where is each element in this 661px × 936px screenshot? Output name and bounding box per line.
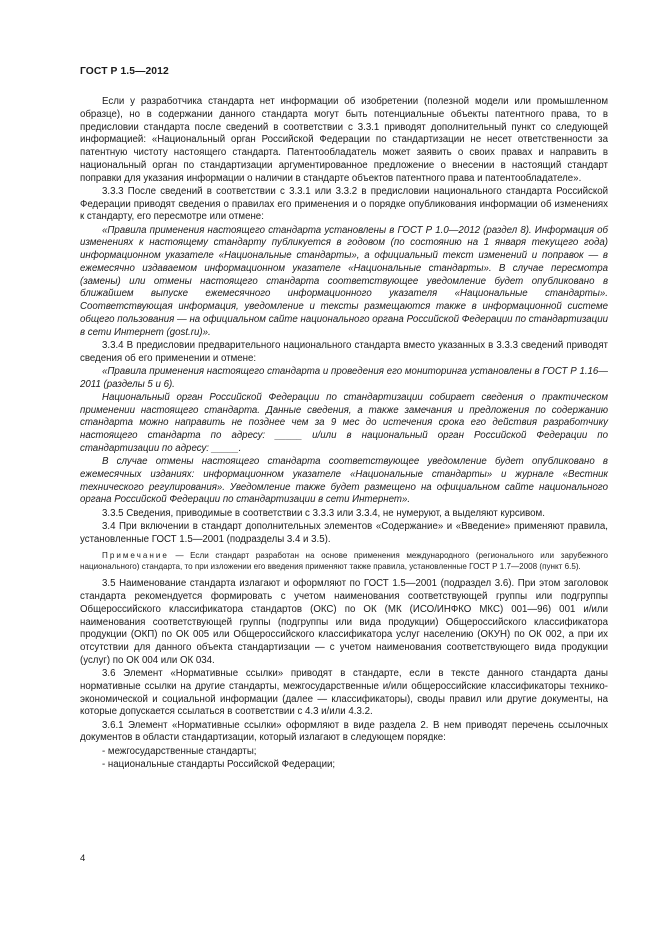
paragraph: 3.3.3 После сведений в соответствии с 3.3.1 или 3.3.2 в предисловии национального стандарта Российской Федерации приводят сведения о правилах его применения и о порядке опубликования информации об изменениях к стандарту, его пересмотре или отмене: [80,185,608,223]
paragraph: 3.3.5 Сведения, приводимые в соответствии с 3.3.3 или 3.3.4, не нумеруют, а выделяют курсивом. [102,507,545,519]
paragraph: 3.6.1 Элемент «Нормативные ссылки» оформляют в виде раздела 2. В нем приводят перечень ссылочных документов в области стандартизации, который излагают в следующем порядке: [80,719,608,744]
paragraph: Если у разработчика стандарта нет информации об изобретении (полезной модели или промышленном образце), но в содержании данного стандарта могут быть потенциальные объекты патентного права, то в предисловии стандарта после сведений в соответствии с 3.3.1 приводят дополнительный пункт со следующей информацией: «Национальный орган Российской Федерации по стандартизации не несет ответственности за патентную чистоту настоящего стандарта. Патентообладатель может заявить о своих правах и направить в национальный орган по стандартизации аргументированное предложение о внесении в настоящий стандарт поправки для указания информации о наличии в стандарте объектов патентного права и патентообладателе». [80,96,608,184]
italic-paragraph: В случае отмены настоящего стандарта соответствующее уведомление будет опубликовано в ежемесячных изданиях: информационном указателе «Национальные стандарты» и журнале «Вестник технического регулирования». Уведомление также будет размещено на официальном сайте национального органа Российской Федерации по стандартизации в сети Интернет». [80,456,608,506]
paragraph: 3.5 Наименование стандарта излагают и оформляют по ГОСТ 1.5—2001 (подраздел 3.6). При этом заголовок стандарта рекомендуется формировать с учетом наименования соответствующей группы или подгруппы Общероссийского классификатора стандартов (ОКС) по ОК (МК (ИСО/ИНФКО МКС) 001—96) 001 и/или наименования соответствующей группы (подгруппы или вида продукции) Общероссийского классификатора продукции (ОКП) по ОК 005 или Общероссийского классификатора услуг населению (ОКУН) по ОК 002, а при их отсутствии для данного объекта стандартизации — с учетом наименования соответствующего вида продукции (услуг) по ОК 004 или ОК 034. [80,578,608,666]
italic-paragraph: «Правила применения настоящего стандарта и проведения его мониторинга установлены в ГОСТ Р 1.16—2011 (разделы 5 и 6). [80,365,608,390]
note-label: Примечание [102,551,169,561]
paragraph: 3.6 Элемент «Нормативные ссылки» приводят в стандарте, если в тексте данного стандарта даны нормативные ссылки на другие стандарты, межгосударственные и/или общероссийские классификаторы технико-экономической и социальной информации (далее — классификаторы), своды правил или другие документы, на которые допускается ссылаться в соответствии с 4.3 и/или 4.3.2. [80,668,608,718]
paragraph: 3.4 При включении в стандарт дополнительных элементов «Содержание» и «Введение» применяют правила, установленные ГОСТ 1.5—2001 (подразделы 3.4 и 3.5). [80,520,608,545]
italic-paragraph: Национальный орган Российской Федерации по стандартизации собирает сведения о практическом применении настоящего стандарта. Данные сведения, а также замечания и предложения по содержанию стандарта можно направить не позднее чем за 9 мес до истечения срока его действия разработчику настоящего стандарта по адресу: _____ и/или в национальный орган Российской Федерации по стандартизации по адресу: _____. [80,391,608,454]
italic-paragraph: «Правила применения настоящего стандарта установлены в ГОСТ Р 1.0—2012 (раздел 8). Информация об изменениях к настоящему стандарту публикуется в годовом (по состоянию на 1 января текущего года) информационном указателе «Национальные стандарты», а официальный текст изменений и поправок — в ежемесячно издаваемом информационном указателе «Национальные стандарты». В случае пересмотра (замены) или отмены настоящего стандарта соответствующее уведомление будет опубликовано в ближайшем выпуске ежемесячного информационного указателя «Национальные стандарты». Соответствующая информация, уведомление и тексты размещаются также в информационной системе общего пользования — на официальном сайте национального органа Российской Федерации по стандартизации в сети Интернет (gost.ru)». [80,224,608,338]
note-text: — Если стандарт разработан на основе применения международного (регионального или зарубежного национального) стандарта, то при изложении его введения применяют также правила, установленные ГОСТ Р 1.7—2008 (пункт 6.5). [80,551,608,572]
list-item: - межгосударственные стандарты; [102,745,257,757]
document-body [80,96,608,772]
paragraph: 3.3.4 В предисловии предварительного национального стандарта вместо указанных в 3.3.3 сведений приводят сведения об его применении и отмене: [80,339,608,364]
document-header: ГОСТ Р 1.5—2012 [80,66,169,77]
page-number: 4 [80,853,86,864]
note [80,550,608,572]
list-item: - национальные стандарты Российской Федерации; [102,758,336,770]
